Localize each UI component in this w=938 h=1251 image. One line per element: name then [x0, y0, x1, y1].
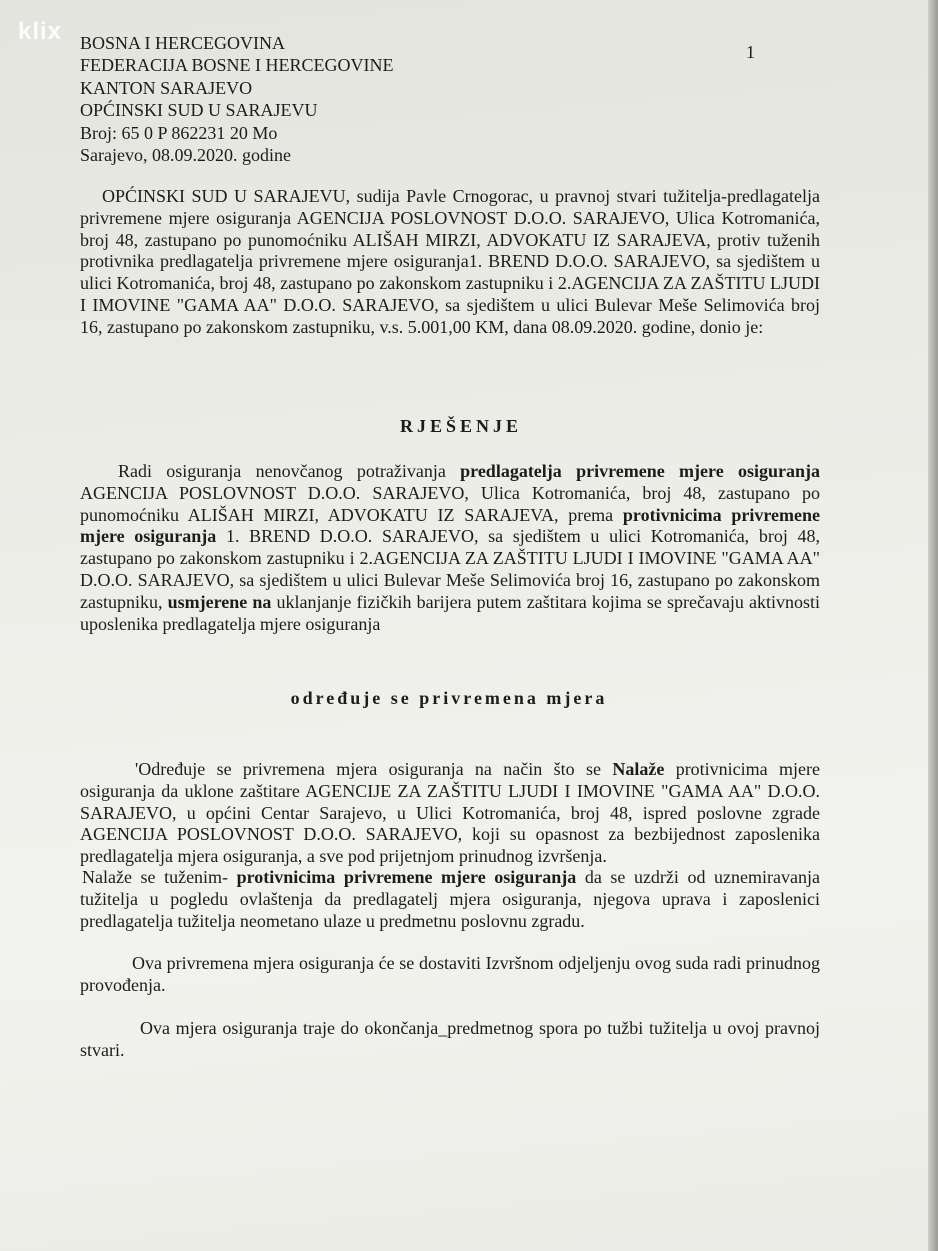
header-line-case-number: Broj: 65 0 P 862231 20 Mo: [80, 122, 278, 143]
grounds-text-2: AGENCIJA POSLOVNOST D.O.O. SARAJEVO, Ulica Kotromanića, broj 48, zastupano po punomoćniku ALIŠAH MIRZI, ADVOKATU IZ SARAJEVA, prema: [80, 482, 820, 525]
order-paragraph: [80, 867, 820, 932]
grounds-bold-3: usmjerene na: [167, 591, 272, 612]
header-line-court: OPĆINSKI SUD U SARAJEVU: [80, 100, 318, 121]
measure-text-2: protivnicima mjere osiguranja da uklone zaštitare AGENCIJE ZA ZAŠTITU LJUDI I IMOVINE "GAMA AA" D.O.O. SARAJEVO, u općini Centar Sarajevo, u Ulici Kotromanića, broj 48, ispred poslovne zgrade AGENCIJA POSLOVNOST D.O.O. SARAJEVO, koji su opasnost za bezbijednost zaposlenika predlagatelja mjera osiguranja, a sve pod prijetnjom prinudnog izvršenja.: [80, 759, 821, 867]
page-edge-shadow: [928, 0, 938, 1251]
grounds-text-4: uklanjanje fizičkih barijera putem zaštitara kojima se sprečavaju aktivnosti uposlenika predlagatelja mjere osiguranja: [80, 591, 820, 634]
grounds-paragraph: [80, 461, 820, 635]
intro-paragraph: OPĆINSKI SUD U SARAJEVU, sudija Pavle Crnogorac, u pravnoj stvari tužitelja-predlagatelja privremene mjere osiguranja AGENCIJA POSLOVNOST D.O.O. SARAJEVO, Ulica Kotromanića, broj 48, zastupano po punomoćniku ALIŠAH MIRZI, ADVOKATU IZ SARAJEVA, protiv tuženih protivnika predlagatelja privremene mjere osiguranja1. BREND D.O.O. SARAJEVO, sa sjedištem u ulici Kotromanića, broj 48, zastupano po zakonskom zastupniku i 2.AGENCIJA ZA ZAŠTITU LJUDI I IMOVINE "GAMA AA" D.O.O. SARAJEVO, sa sjedištem u ulici Bulevar Meše Selimovića broj 16, zastupano po zakonskom zastupniku, v.s. 5.001,00 KM, dana 08.09.2020. godine, donio je:: [80, 186, 820, 337]
order-bold-1: protivnicima privremene mjere osiguranja: [236, 867, 577, 887]
order-text-1: Nalaže se tuženim-: [82, 867, 237, 887]
page-number: 1: [746, 42, 755, 62]
header-line-country: BOSNA I HERCEGOVINA: [80, 33, 286, 53]
grounds-bold-1: predlagatelja privremene mjere osiguranja: [460, 461, 820, 481]
measure-paragraph: [80, 759, 820, 868]
header-line-date: Sarajevo, 08.09.2020. godine: [80, 145, 291, 166]
grounds-bold-2: protivnicima privremene mjere osiguranja: [80, 504, 820, 547]
grounds-text-3: 1. BREND D.O.O. SARAJEVO, sa sjedištem u ulici Kotromanića, broj 48, zastupano po zakonskom zastupniku i 2.AGENCIJA ZA ZAŠTITU LJUDI I IMOVINE "GAMA AA" D.O.O. SARAJEVO, sa sjedištem u ulici Bulevar Meše Selimovića broj 16, zastupano po zakonskom zastupniku,: [80, 526, 820, 612]
grounds-text-1: Radi osiguranja nenovčanog potraživanja: [118, 461, 461, 481]
decision-title: RJEŠENJE: [399, 416, 523, 436]
court-header: [80, 32, 394, 166]
measure-bold-1: Nalaže: [612, 759, 665, 779]
delivery-paragraph: Ova privremena mjera osiguranja će se dostaviti Izvršnom odjeljenju ovog suda radi prinudnog provođenja.: [80, 953, 820, 995]
measure-text-1: 'Određuje se privremena mjera osiguranja na način što se: [135, 759, 613, 779]
header-line-federation: FEDERACIJA BOSNE I HERCEGOVINE: [80, 55, 394, 76]
klix-watermark-logo: klix: [18, 18, 63, 45]
header-line-canton: KANTON SARAJEVO: [80, 77, 253, 98]
duration-paragraph: Ova mjera osiguranja traje do okončanja_predmetnog spora po tužbi tužitelja u ovoj pravnoj stvari.: [80, 1018, 820, 1060]
measure-subtitle: određuje se privremena mjera: [290, 688, 608, 708]
order-text-2: da se uzdrži od uznemiravanja tužitelja u pogledu ovlaštenja da predlagatelj mjera osiguranja, njegova uprava i zaposlenici predlagatelja tužitelja neometano ulaze u predmetnu poslovnu zgradu.: [80, 867, 820, 931]
